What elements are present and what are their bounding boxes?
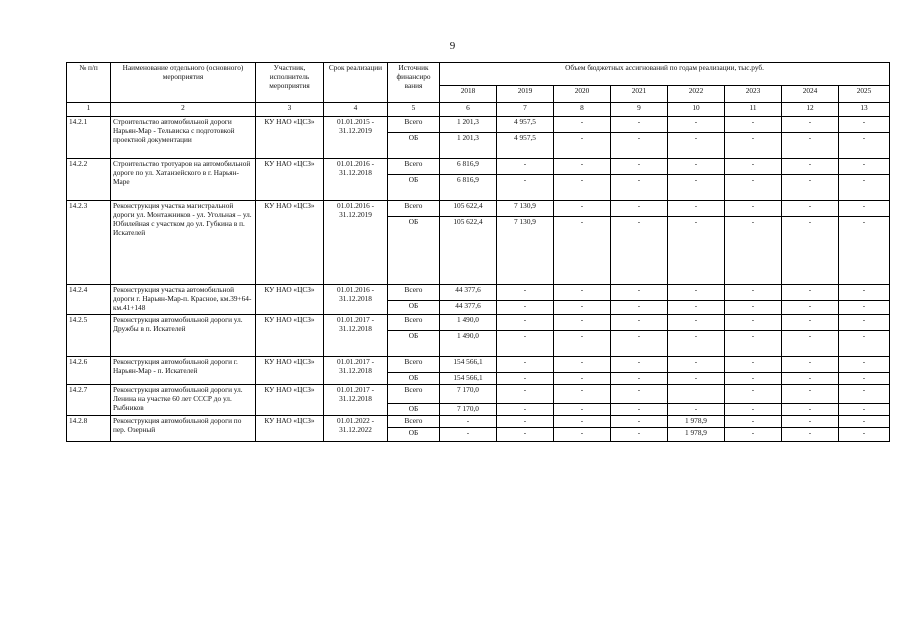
row-value-total: - [839,117,890,133]
row-value-ob: - [725,373,782,385]
row-value-total: - [725,416,782,428]
row-value-ob: - [554,175,611,201]
row-value-ob: - [839,404,890,416]
row-value-ob: - [668,373,725,385]
row-source-ob: ОБ [388,175,440,201]
row-source-total: Всего [388,416,440,428]
row-value-ob: - [440,428,497,442]
row-term: 01.01.2015 - 31.12.2019 [324,117,388,159]
row-executor: КУ НАО «ЦСЗ» [256,285,324,315]
table-row [67,416,890,428]
row-executor: КУ НАО «ЦСЗ» [256,159,324,201]
row-value-total: - [497,385,554,404]
row-value-ob: - [725,175,782,201]
row-num: 14.2.5 [67,315,111,357]
row-source-total: Всего [388,357,440,373]
row-value-ob: - [497,373,554,385]
row-value-ob: - [782,301,839,315]
row-value-ob: - [782,428,839,442]
table-row [67,285,890,301]
row-value-ob: - [668,217,725,285]
row-value-total: - [611,315,668,331]
row-value-total: - [611,385,668,404]
row-name: Реконструкция автомобильной дороги ул. Ленина на участке 60 лет СССР до ул. Рыбников [111,385,256,416]
row-name: Реконструкция автомобильной дороги по пер. Озерный [111,416,256,442]
row-value-ob: - [554,404,611,416]
row-value-ob: 1 490,0 [440,331,497,357]
row-value-ob: - [725,428,782,442]
table-row [67,315,890,331]
row-value-ob: - [725,217,782,285]
row-value-ob: 44 377,6 [440,301,497,315]
row-value-ob: - [839,175,890,201]
row-value-ob: - [668,404,725,416]
row-value-total: - [668,201,725,217]
row-num: 14.2.6 [67,357,111,385]
row-source-ob: ОБ [388,301,440,315]
row-value-ob: - [725,331,782,357]
row-value-total: 1 201,3 [440,117,497,133]
row-value-ob: - [782,373,839,385]
row-value-ob: - [611,428,668,442]
row-value-ob: - [725,301,782,315]
row-value-ob: - [554,217,611,285]
row-term: 01.01.2017 - 31.12.2018 [324,315,388,357]
row-value-ob: - [611,217,668,285]
row-value-total: - [839,315,890,331]
row-value-ob: - [725,404,782,416]
row-value-total: - [497,416,554,428]
row-value-total: - [611,357,668,373]
row-source-total: Всего [388,159,440,175]
row-value-ob: - [668,175,725,201]
row-value-ob: - [611,175,668,201]
row-value-ob: - [611,301,668,315]
column-number: 1 [67,103,111,117]
row-value-total: - [554,159,611,175]
row-value-ob: - [782,404,839,416]
row-value-total: - [782,159,839,175]
header-source: Источник финансиро вания [388,63,440,103]
row-value-total: - [668,315,725,331]
column-number: 2 [111,103,256,117]
row-value-total: - [554,385,611,404]
column-number: 13 [839,103,890,117]
row-value-total: - [839,385,890,404]
row-value-ob: - [554,133,611,159]
row-value-total: - [725,201,782,217]
row-value-ob: - [611,133,668,159]
page-number: 9 [449,40,456,52]
row-value-total: - [839,285,890,301]
row-source-ob: ОБ [388,373,440,385]
row-source-ob: ОБ [388,217,440,285]
row-value-ob: - [497,428,554,442]
row-executor: КУ НАО «ЦСЗ» [256,385,324,416]
table-row [67,385,890,404]
row-name: Реконструкция участка магистральной дороги ул. Монтажников - ул. Угольная – ул. Юбилейная с участком до ул. Губкина в п. Искателей [111,201,256,285]
row-value-total: - [668,285,725,301]
row-value-ob: - [839,217,890,285]
row-value-ob: 1 978,9 [668,428,725,442]
row-source-ob: ОБ [388,331,440,357]
row-value-total: - [497,315,554,331]
row-term: 01.01.2022 - 31.12.2022 [324,416,388,442]
row-value-ob: - [611,331,668,357]
header-year-2022: 2022 [668,86,725,103]
row-value-total: - [782,201,839,217]
row-value-total: - [611,285,668,301]
row-value-ob: - [668,331,725,357]
row-value-total: - [782,285,839,301]
row-source-total: Всего [388,201,440,217]
column-number: 5 [388,103,440,117]
row-value-total: - [782,117,839,133]
row-value-total: - [782,416,839,428]
row-value-total: 4 957,5 [497,117,554,133]
row-num: 14.2.1 [67,117,111,159]
row-term: 01.01.2016 - 31.12.2018 [324,159,388,201]
row-value-total: - [554,416,611,428]
column-number: 10 [668,103,725,117]
row-value-ob: - [839,428,890,442]
row-value-total: - [554,285,611,301]
row-term: 01.01.2016 - 31.12.2019 [324,201,388,285]
row-value-total: - [839,416,890,428]
row-value-total: - [497,285,554,301]
header-year-2020: 2020 [554,86,611,103]
row-value-ob: 154 566,1 [440,373,497,385]
budget-table [66,62,890,442]
row-value-ob: - [668,301,725,315]
header-year-2024: 2024 [782,86,839,103]
row-value-ob: - [839,331,890,357]
row-value-total: - [725,357,782,373]
row-value-total: - [668,117,725,133]
row-value-total: 105 622,4 [440,201,497,217]
row-value-total: 7 130,9 [497,201,554,217]
table-row [67,201,890,217]
row-value-ob: 6 816,9 [440,175,497,201]
row-value-total: 7 170,0 [440,385,497,404]
header-year-2018: 2018 [440,86,497,103]
row-value-total: - [611,416,668,428]
row-value-ob: - [497,331,554,357]
row-value-ob: - [611,404,668,416]
header-year-2023: 2023 [725,86,782,103]
table-row [67,117,890,133]
row-value-total: - [725,315,782,331]
table-row [67,357,890,373]
row-value-ob: 1 201,3 [440,133,497,159]
row-value-total: 6 816,9 [440,159,497,175]
row-term: 01.01.2017 - 31.12.2018 [324,357,388,385]
row-value-total: - [839,201,890,217]
row-source-ob: ОБ [388,404,440,416]
row-executor: КУ НАО «ЦСЗ» [256,357,324,385]
row-value-ob: 7 130,9 [497,217,554,285]
row-value-total: - [554,315,611,331]
row-num: 14.2.7 [67,385,111,416]
header-year-2025: 2025 [839,86,890,103]
column-number: 12 [782,103,839,117]
row-value-total: 154 566,1 [440,357,497,373]
row-value-total: - [440,416,497,428]
row-source-total: Всего [388,315,440,331]
row-value-ob: - [839,301,890,315]
row-source-total: Всего [388,385,440,404]
row-num: 14.2.2 [67,159,111,201]
row-value-ob: - [782,133,839,159]
row-executor: КУ НАО «ЦСЗ» [256,117,324,159]
header-executor: Участник, исполнитель мероприятия [256,63,324,103]
row-value-total: - [554,117,611,133]
row-value-total: - [554,201,611,217]
header-term: Срок реализации [324,63,388,103]
row-value-ob: - [611,373,668,385]
row-value-total: 1 978,9 [668,416,725,428]
row-num: 14.2.8 [67,416,111,442]
header-year-2021: 2021 [611,86,668,103]
row-value-total: - [554,357,611,373]
table-row [67,159,890,175]
row-value-ob: - [554,428,611,442]
row-executor: КУ НАО «ЦСЗ» [256,315,324,357]
row-value-total: - [782,315,839,331]
row-value-total: - [497,159,554,175]
row-value-total: 1 490,0 [440,315,497,331]
column-number: 6 [440,103,497,117]
column-number: 4 [324,103,388,117]
row-name: Реконструкция участка автомобильной дороги г. Нарьян-Мар-п. Красное, км.39+64-км.41+148 [111,285,256,315]
row-value-total: - [725,285,782,301]
row-value-ob: - [554,373,611,385]
table-header [67,63,890,117]
row-value-ob: - [839,133,890,159]
row-value-ob: - [497,404,554,416]
column-number: 9 [611,103,668,117]
row-value-ob: - [725,133,782,159]
row-value-ob: 4 957,5 [497,133,554,159]
row-name: Реконструкция автомобильной дороги г. Нарьян-Мар - п. Искателей [111,357,256,385]
row-value-ob: - [782,217,839,285]
column-number: 7 [497,103,554,117]
row-value-total: - [782,357,839,373]
row-source-ob: ОБ [388,428,440,442]
row-value-total [668,385,725,404]
row-name: Строительство автомобильной дороги Нарьян-Мар - Тельвиска с подготовкой проектной документации [111,117,256,159]
row-value-total: - [611,159,668,175]
row-name: Строительство тротуаров на автомобильной дороге по ул. Хатанзейского в г. Нарьян-Маре [111,159,256,201]
row-value-total: - [611,117,668,133]
row-source-total: Всего [388,117,440,133]
header-name: Наименование отдельного (основного) мероприятия [111,63,256,103]
row-value-total: - [725,159,782,175]
row-executor: КУ НАО «ЦСЗ» [256,201,324,285]
row-value-ob: - [839,373,890,385]
row-value-total: - [839,357,890,373]
header-num: № п/п [67,63,111,103]
row-value-ob: - [782,331,839,357]
row-value-ob: 7 170,0 [440,404,497,416]
row-value-total: - [725,385,782,404]
row-source-total: Всего [388,285,440,301]
row-value-ob: - [782,175,839,201]
header-year-2019: 2019 [497,86,554,103]
row-executor: КУ НАО «ЦСЗ» [256,416,324,442]
table-body [67,117,890,442]
row-source-ob: ОБ [388,133,440,159]
row-value-ob: - [554,331,611,357]
row-name: Реконструкция автомобильной дороги ул. Дружбы в п. Искателей [111,315,256,357]
row-value-total: - [668,357,725,373]
row-value-total: - [668,159,725,175]
row-num: 14.2.3 [67,201,111,285]
column-number: 11 [725,103,782,117]
row-value-ob: 105 622,4 [440,217,497,285]
row-value-total: - [611,201,668,217]
row-value-total: - [497,357,554,373]
row-term: 01.01.2016 - 31.12.2018 [324,285,388,315]
row-value-total: - [839,159,890,175]
row-value-total: - [782,385,839,404]
header-numbering [67,103,890,117]
row-term: 01.01.2017 - 31.12.2018 [324,385,388,416]
column-number: 3 [256,103,324,117]
row-value-total: - [725,117,782,133]
row-num: 14.2.4 [67,285,111,315]
header-volume: Объем бюджетных ассигнований по годам реализации, тыс.руб. [440,63,890,86]
row-value-ob: - [497,301,554,315]
row-value-total: 44 377,6 [440,285,497,301]
row-value-ob: - [668,133,725,159]
row-value-ob: - [497,175,554,201]
column-number: 8 [554,103,611,117]
row-value-ob: - [554,301,611,315]
